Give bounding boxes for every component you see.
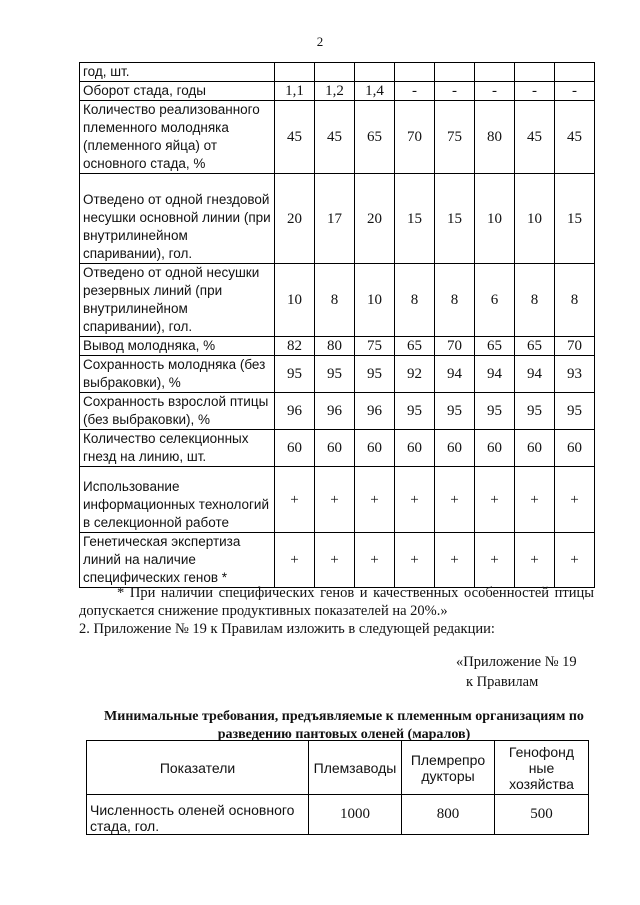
- table-cell: 8: [435, 264, 475, 337]
- table-cell: 94: [515, 356, 555, 393]
- table-cell: 45: [275, 101, 315, 174]
- table-cell: 45: [515, 101, 555, 174]
- table-cell: 94: [435, 356, 475, 393]
- table-cell: +: [515, 533, 555, 588]
- table-cell: [515, 63, 555, 82]
- table-cell: 92: [395, 356, 435, 393]
- row-label: Использование информационных технологий в селекционной работе: [80, 467, 275, 533]
- table-cell: 65: [515, 337, 555, 356]
- table-cell: +: [475, 533, 515, 588]
- table-cell: 65: [395, 337, 435, 356]
- table-cell: [395, 63, 435, 82]
- row-label: Количество селекционных гнезд на линию, шт.: [80, 430, 275, 467]
- table-row: [80, 393, 595, 430]
- table-row: [80, 467, 595, 533]
- table-cell: 96: [275, 393, 315, 430]
- table-cell: +: [315, 533, 355, 588]
- table-cell: 10: [515, 174, 555, 264]
- table-cell: 17: [315, 174, 355, 264]
- table-row: [80, 82, 595, 101]
- table-cell: +: [435, 533, 475, 588]
- table-cell: +: [355, 533, 395, 588]
- table-cell: 94: [475, 356, 515, 393]
- table-row: [80, 101, 595, 174]
- table-cell: 8: [555, 264, 595, 337]
- table-cell: +: [475, 467, 515, 533]
- table-cell: +: [555, 467, 595, 533]
- table-cell: +: [395, 533, 435, 588]
- table-cell: 8: [515, 264, 555, 337]
- table-row: [80, 337, 595, 356]
- table-cell: -: [555, 82, 595, 101]
- table-cell: 60: [475, 430, 515, 467]
- row-label: Отведено от одной несушки резервных линий (при внутрилинейном спаривании), гол.: [80, 264, 275, 337]
- table-cell: 82: [275, 337, 315, 356]
- t2-cell: 1000: [309, 795, 402, 835]
- table-cell: 10: [355, 264, 395, 337]
- table-cell: 15: [395, 174, 435, 264]
- table-cell: 45: [315, 101, 355, 174]
- table-row: [80, 63, 595, 82]
- t2-header-breeding-farms: Племзаводы: [309, 741, 402, 795]
- page-number: 2: [316, 34, 324, 49]
- t2-header-reproducers: Племрепро дукторы: [402, 741, 495, 795]
- table-cell: 60: [355, 430, 395, 467]
- appendix-line-2: к Правилам: [466, 674, 539, 690]
- t2-header-indicators: Показатели: [87, 741, 309, 795]
- table-cell: [315, 63, 355, 82]
- table-cell: +: [275, 467, 315, 533]
- t2-header-genepool-farms: Генофонд ные хозяйства: [495, 741, 589, 795]
- table-cell: 20: [355, 174, 395, 264]
- table-cell: 60: [515, 430, 555, 467]
- row-label: Сохранность взрослой птицы (без выбраковки), %: [80, 393, 275, 430]
- table-cell: +: [395, 467, 435, 533]
- table-cell: 95: [275, 356, 315, 393]
- table-cell: +: [515, 467, 555, 533]
- row-label: Генетическая экспертиза линий на наличие специфических генов *: [80, 533, 275, 588]
- paragraph-2: 2. Приложение № 19 к Правилам изложить в следующей редакции:: [79, 621, 495, 637]
- table-row: [80, 264, 595, 337]
- table-cell: 45: [555, 101, 595, 174]
- table-cell: 20: [275, 174, 315, 264]
- table-cell: 80: [475, 101, 515, 174]
- table-cell: 60: [275, 430, 315, 467]
- table-cell: -: [435, 82, 475, 101]
- table-cell: 6: [475, 264, 515, 337]
- table-cell: 80: [315, 337, 355, 356]
- footnote: * При наличии специфических генов и качественных особенностей птицы допускается снижение продуктивных показателей на 20%.»: [79, 585, 594, 619]
- table-cell: 60: [315, 430, 355, 467]
- table-cell: -: [515, 82, 555, 101]
- table-cell: 60: [395, 430, 435, 467]
- table-row: [80, 533, 595, 588]
- table-cell: +: [555, 533, 595, 588]
- table-cell: [355, 63, 395, 82]
- table-row: [80, 356, 595, 393]
- table-cell: 75: [435, 101, 475, 174]
- table-cell: 70: [395, 101, 435, 174]
- table-cell: [275, 63, 315, 82]
- table-cell: 95: [475, 393, 515, 430]
- table-cell: 1,2: [315, 82, 355, 101]
- table-cell: 70: [435, 337, 475, 356]
- table-cell: 15: [435, 174, 475, 264]
- t2-row-label: Численность оленей основного стада, гол.: [87, 795, 309, 835]
- table-cell: 93: [555, 356, 595, 393]
- table-cell: 96: [315, 393, 355, 430]
- row-label: Оборот стада, годы: [80, 82, 275, 101]
- row-label: Сохранность молодняка (без выбраковки), %: [80, 356, 275, 393]
- table-cell: [555, 63, 595, 82]
- row-label: год, шт.: [80, 63, 275, 82]
- table-cell: 15: [555, 174, 595, 264]
- table-cell: [475, 63, 515, 82]
- appendix-reference: [456, 652, 577, 692]
- table-cell: -: [475, 82, 515, 101]
- table-cell: +: [315, 467, 355, 533]
- table-cell: +: [275, 533, 315, 588]
- table-cell: 95: [355, 356, 395, 393]
- table-cell: 8: [315, 264, 355, 337]
- table-cell: 65: [355, 101, 395, 174]
- table-cell: [435, 63, 475, 82]
- table-cell: 10: [475, 174, 515, 264]
- table-cell: +: [355, 467, 395, 533]
- table-cell: -: [395, 82, 435, 101]
- table-cell: 95: [395, 393, 435, 430]
- table-cell: 8: [395, 264, 435, 337]
- table-cell: 10: [275, 264, 315, 337]
- table-cell: +: [435, 467, 475, 533]
- table-cell: 60: [435, 430, 475, 467]
- row-label: Количество реализованного племенного молодняка (племенного яйца) от основного стада, %: [80, 101, 275, 174]
- table-row: [80, 430, 595, 467]
- requirements-table-poultry: [79, 62, 595, 588]
- table-cell: 95: [555, 393, 595, 430]
- table-cell: 75: [355, 337, 395, 356]
- table-cell: 1,1: [275, 82, 315, 101]
- row-label: Вывод молодняка, %: [80, 337, 275, 356]
- table-cell: 60: [555, 430, 595, 467]
- table-row: [80, 174, 595, 264]
- table-cell: 95: [435, 393, 475, 430]
- table-cell: 65: [475, 337, 515, 356]
- t2-cell: 500: [495, 795, 589, 835]
- table-cell: 95: [515, 393, 555, 430]
- table-cell: 70: [555, 337, 595, 356]
- requirements-table-deer: [86, 740, 589, 835]
- table-cell: 95: [315, 356, 355, 393]
- t2-cell: 800: [402, 795, 495, 835]
- table-cell: 96: [355, 393, 395, 430]
- appendix-line-1: «Приложение № 19: [456, 654, 577, 670]
- table-cell: 1,4: [355, 82, 395, 101]
- row-label: Отведено от одной гнездовой несушки основной линии (при внутрилинейном спаривании), гол.: [80, 174, 275, 264]
- table2-title: Минимальные требования, предъявляемые к племенным организациям по разведению пантовых оленей (маралов): [104, 709, 584, 742]
